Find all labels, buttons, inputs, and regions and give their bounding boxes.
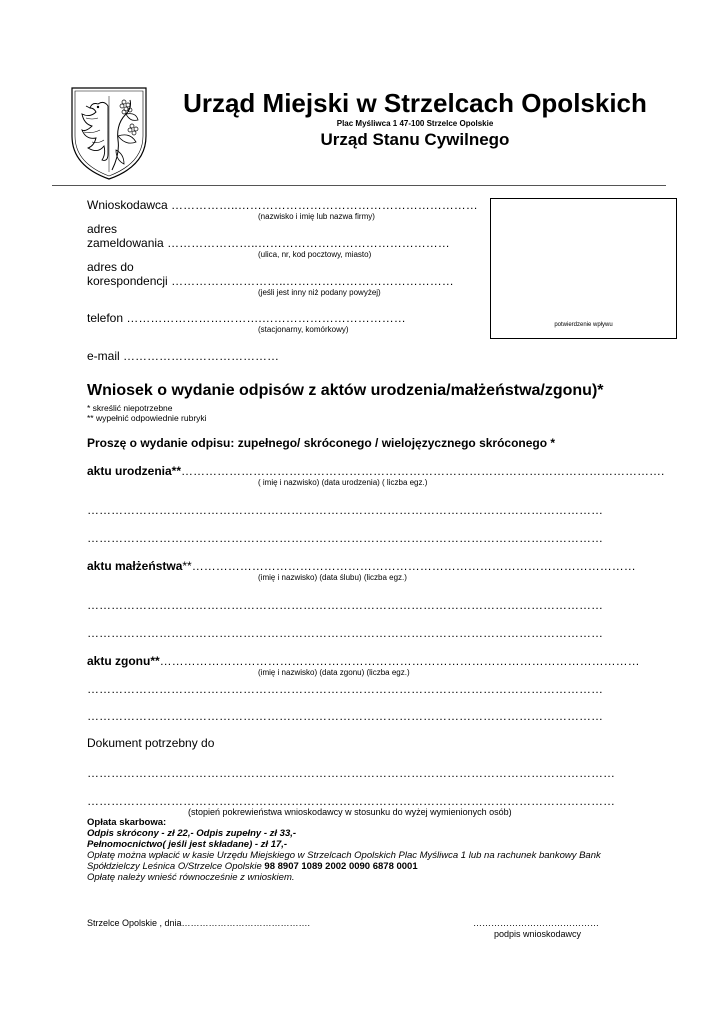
fee-bank-line	[87, 861, 418, 872]
phone-dots: …………………………….………………………………	[126, 311, 406, 325]
header-divider	[52, 185, 666, 186]
applicant-name-hint: (nazwisko i imię lub nazwa firmy)	[258, 212, 375, 221]
kinship-hint: (stopień pokrewieństwa wnioskodawcy w stosunku do wyżej wymienionych osób)	[188, 807, 512, 817]
phone-label: telefon	[87, 311, 124, 325]
death-act-hint: (imię i nazwisko) (data zgonu) (liczba egz.)	[258, 668, 410, 677]
office-address: Plac Myśliwca 1 47-100 Strzelce Opolskie	[336, 119, 494, 128]
request-title: Wniosek o wydanie odpisów z aktów urodzenia/małżeństwa/zgonu)*	[87, 382, 604, 399]
death-act-line-3[interactable]: …………………………………………………………………………………………………………………	[87, 709, 603, 723]
birth-act-dots: ………………………………………………………………………………………………………….	[181, 464, 665, 478]
correspondence-label-line2: korespondencji	[87, 274, 168, 288]
note-strike-out: * skreślić niepotrzebne	[87, 403, 173, 413]
fee-bank-account: 98 8907 1089 2002 0090 6878 0001	[264, 861, 418, 872]
purpose-line-2[interactable]: ……………………………………………………………………………………………………………………	[87, 794, 615, 808]
death-act-label: aktu zgonu**	[87, 654, 160, 668]
marriage-act-dots: …………………………………………………………………………………………………	[191, 559, 636, 573]
fee-timing-note: Opłatę należy wnieść równocześnie z wnioskiem.	[87, 872, 295, 883]
copy-type-request: Proszę o wydanie odpisu: zupełnego/ skróconego / wielojęzycznego skróconego *	[87, 436, 556, 450]
phone-hint: (stacjonarny, komórkowy)	[258, 325, 349, 334]
address-label-line1: adres	[87, 222, 118, 236]
correspondence-hint: (jeśli jest inny niż podany powyżej)	[258, 288, 381, 297]
email-label: e-mail	[87, 349, 120, 363]
receipt-stamp-box	[490, 198, 677, 339]
email-field[interactable]	[87, 349, 279, 363]
office-subtitle: Urząd Stanu Cywilnego	[320, 130, 510, 149]
marriage-act-label: aktu małżeństwa	[87, 559, 183, 573]
marriage-act-label-suffix: **	[182, 559, 192, 573]
address-hint: (ulica, nr, kod pocztowy, miasto)	[258, 250, 372, 259]
applicant-name-dots: ……………..……………………………………………………	[171, 198, 478, 212]
fee-copy-prices: Odpis skrócony - zł 22,- Odpis zupełny - zł 33,-	[87, 828, 297, 839]
fee-bank-name: Spółdzielczy Leśnica O/Strzelce Opolskie	[87, 861, 262, 872]
birth-act-line-2[interactable]: …………………………………………………………………………………………………………………	[87, 503, 603, 517]
note-fill-in: ** wypełnić odpowiednie rubryki	[87, 413, 207, 423]
birth-act-label: aktu urodzenia**	[87, 464, 182, 478]
email-dots: …………………………………	[123, 349, 280, 363]
birth-act-hint: ( imię i nazwisko) (data urodzenia) ( liczba egz.)	[258, 478, 428, 487]
coat-of-arms-eagle-icon	[68, 84, 150, 182]
address-dots: …………………..…………………………………………	[167, 236, 450, 250]
death-act-line-2[interactable]: …………………………………………………………………………………………………………………	[87, 682, 603, 696]
purpose-label: Dokument potrzebny do	[87, 736, 215, 750]
marriage-act-field[interactable]	[87, 559, 636, 573]
signature-line[interactable]: ……………………………………	[473, 918, 599, 928]
marriage-act-line-2[interactable]: …………………………………………………………………………………………………………………	[87, 598, 603, 612]
place-date-field[interactable]: Strzelce Opolskie , dnia…………………………………….	[87, 918, 311, 928]
address-field[interactable]	[87, 236, 450, 250]
marriage-act-hint: (imię i nazwisko) (data ślubu) (liczba egz.)	[258, 573, 407, 582]
death-act-dots: …………………………………………………………………………………………………………	[159, 654, 640, 668]
correspondence-field[interactable]	[87, 274, 454, 288]
phone-field[interactable]	[87, 311, 406, 325]
signature-label: podpis wnioskodawcy	[494, 929, 582, 939]
correspondence-label-line1: adres do	[87, 260, 134, 274]
marriage-act-line-3[interactable]: …………………………………………………………………………………………………………………	[87, 626, 603, 640]
fee-payment-info: Opłatę można wpłacić w kasie Urzędu Miejskiego w Strzelcach Opolskich Plac Myśliwca 1 lub na rachunek bankowy Bank	[87, 850, 601, 861]
birth-act-field[interactable]	[87, 464, 664, 478]
purpose-line-1[interactable]: ……………………………………………………………………………………………………………………	[87, 766, 615, 780]
fee-power-of-attorney: Pełnomocnictwo( jeśli jest składane) - zł 17,-	[87, 839, 288, 850]
birth-act-line-3[interactable]: …………………………………………………………………………………………………………………	[87, 531, 603, 545]
office-title: Urząd Miejski w Strzelcach Opolskich	[183, 88, 647, 118]
correspondence-dots: ………………………..……………………………………	[171, 274, 454, 288]
receipt-stamp-label: potwierdzenie wpływu	[554, 322, 613, 328]
fee-title: Opłata skarbowa:	[87, 817, 167, 828]
death-act-field[interactable]	[87, 654, 640, 668]
address-label-line2: zameldowania	[87, 236, 164, 250]
applicant-name-label: Wnioskodawca	[87, 198, 168, 212]
applicant-name-field[interactable]	[87, 198, 478, 212]
